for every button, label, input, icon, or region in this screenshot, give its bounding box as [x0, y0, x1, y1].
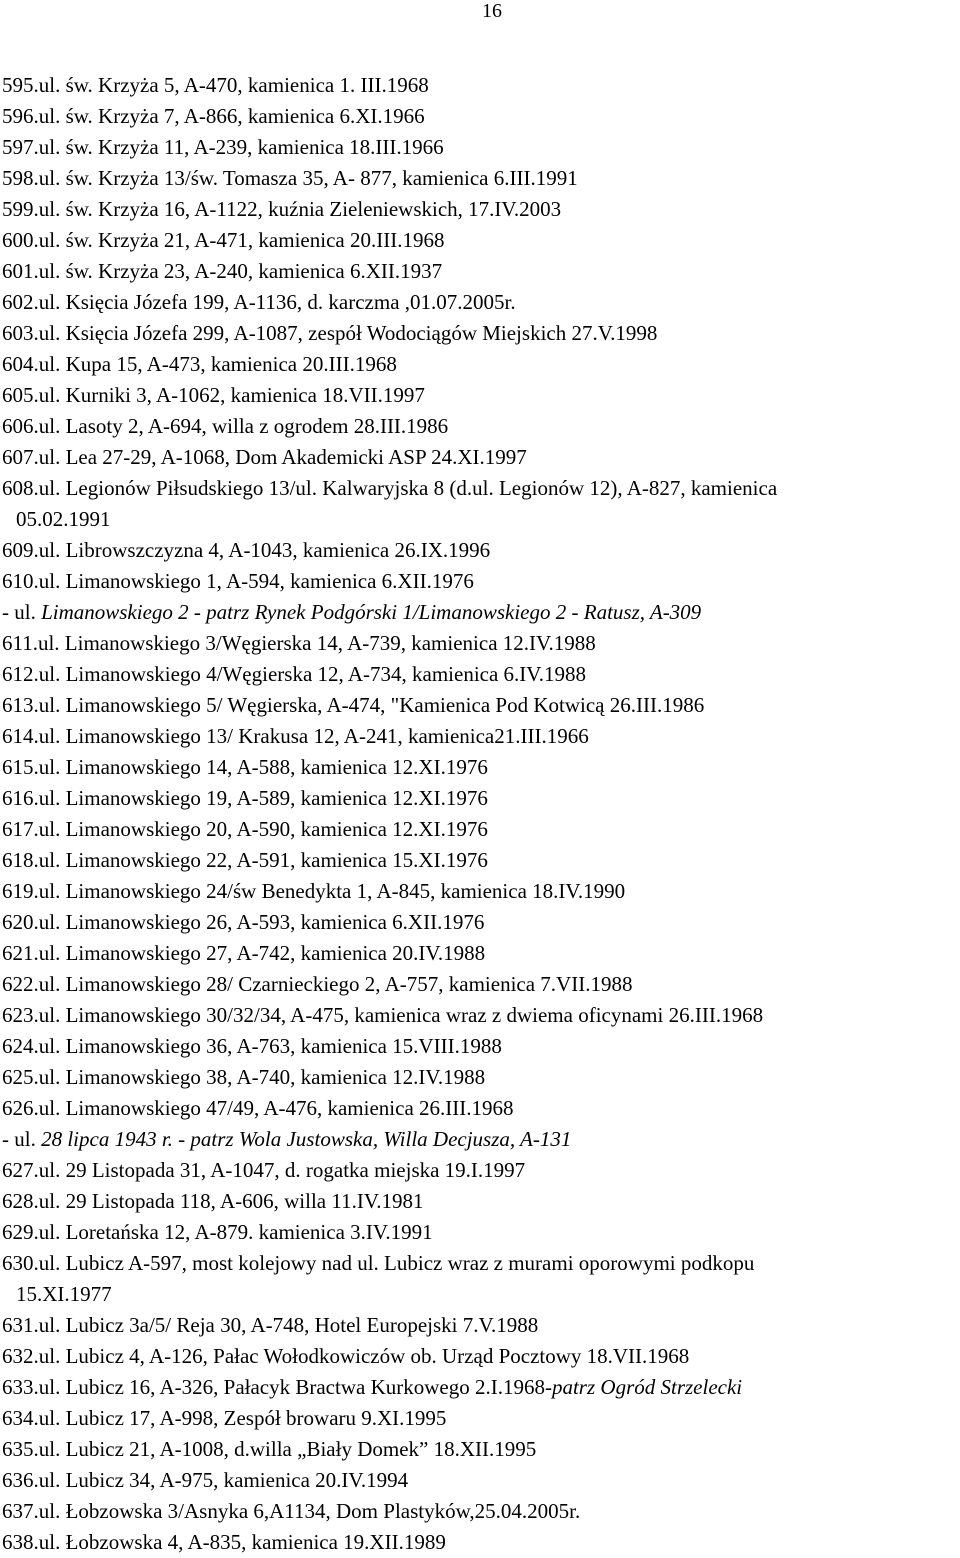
register-entry	[2, 349, 957, 380]
entry-text: 616.ul. Limanowskiego 19, A-589, kamienica 12.XI.1976	[2, 786, 488, 810]
entry-text: 628.ul. 29 Listopada 118, A-606, willa 11.IV.1981	[2, 1189, 424, 1213]
register-entry	[2, 1527, 957, 1558]
register-entry	[2, 101, 957, 132]
entry-cross-reference: 28 lipca 1943 r. - patrz Wola Justowska, Willa Decjusza, A-131	[35, 1127, 572, 1151]
entry-text: 620.ul. Limanowskiego 26, A-593, kamienica 6.XII.1976	[2, 910, 485, 934]
entry-text: 612.ul. Limanowskiego 4/Węgierska 12, A-734, kamienica 6.IV.1988	[2, 662, 587, 686]
register-entry	[2, 256, 957, 287]
entry-text: 600.ul. św. Krzyża 21, A-471, kamienica 20.III.1968	[2, 228, 445, 252]
register-entry	[2, 1186, 957, 1217]
entry-text: 595.ul. św. Krzyża 5, A-470, kamienica 1. III.1968	[2, 73, 429, 97]
register-entry	[2, 1248, 957, 1310]
register-entry	[2, 628, 957, 659]
entry-text: 596.ul. św. Krzyża 7, A-866, kamienica 6.XI.1966	[2, 104, 425, 128]
register-entry	[2, 1031, 957, 1062]
register-entry	[2, 318, 957, 349]
entry-text: 638.ul. Łobzowska 4, A-835, kamienica 19.XII.1989	[2, 1530, 446, 1554]
register-entry	[2, 845, 957, 876]
entry-text: 615.ul. Limanowskiego 14, A-588, kamienica 12.XI.1976	[2, 755, 488, 779]
entry-cross-reference: Limanowskiego 2 - patrz Rynek Podgórski 1/Limanowskiego 2 - Ratusz, A-309	[35, 600, 702, 624]
register-entry	[2, 225, 957, 256]
register-entry	[2, 411, 957, 442]
register-entry	[2, 1155, 957, 1186]
entry-text: 604.ul. Kupa 15, A-473, kamienica 20.III.1968	[2, 352, 397, 376]
register-entry	[2, 132, 957, 163]
entry-continuation: 05.02.1991	[16, 507, 111, 531]
register-entry	[2, 814, 957, 845]
entry-text: - ul.	[2, 1127, 36, 1151]
entry-text: 601.ul. św. Krzyża 23, A-240, kamienica 6.XII.1937	[2, 259, 443, 283]
entry-text: 636.ul. Lubicz 34, A-975, kamienica 20.IV.1994	[2, 1468, 409, 1492]
entry-text: 624.ul. Limanowskiego 36, A-763, kamienica 15.VIII.1988	[2, 1034, 502, 1058]
register-entry	[2, 1093, 957, 1124]
page-number: 16	[482, 0, 502, 22]
entry-text: 637.ul. Łobzowska 3/Asnyka 6,A1134, Dom Plastyków,25.04.2005r.	[2, 1499, 581, 1523]
entry-text: 597.ul. św. Krzyża 11, A-239, kamienica 18.III.1966	[2, 135, 444, 159]
register-entry	[2, 1341, 957, 1372]
entry-text: 629.ul. Loretańska 12, A-879. kamienica 3.IV.1991	[2, 1220, 433, 1244]
entry-text: 619.ul. Limanowskiego 24/św Benedykta 1, A-845, kamienica 18.IV.1990	[2, 879, 626, 903]
entry-text: 626.ul. Limanowskiego 47/49, A-476, kamienica 26.III.1968	[2, 1096, 514, 1120]
entry-text: 617.ul. Limanowskiego 20, A-590, kamienica 12.XI.1976	[2, 817, 488, 841]
entry-text: 607.ul. Lea 27-29, A-1068, Dom Akademicki ASP 24.XI.1997	[2, 445, 527, 469]
entry-text: 627.ul. 29 Listopada 31, A-1047, d. rogatka miejska 19.I.1997	[2, 1158, 526, 1182]
register-entry	[2, 938, 957, 969]
entry-text: 603.ul. Księcia Józefa 299, A-1087, zespół Wodociągów Miejskich 27.V.1998	[2, 321, 658, 345]
register-entry	[2, 907, 957, 938]
entry-text: 608.ul. Legionów Piłsudskiego 13/ul. Kalwaryjska 8 (d.ul. Legionów 12), A-827, kamienica	[2, 476, 778, 500]
entry-text: 631.ul. Lubicz 3a/5/ Reja 30, A-748, Hotel Europejski 7.V.1988	[2, 1313, 539, 1337]
register-entry	[2, 566, 957, 597]
entry-text: 625.ul. Limanowskiego 38, A-740, kamienica 12.IV.1988	[2, 1065, 486, 1089]
register-entry	[2, 473, 957, 535]
register-entry	[2, 380, 957, 411]
register-entry	[2, 1465, 957, 1496]
entry-text: - ul.	[2, 600, 36, 624]
register-entry	[2, 287, 957, 318]
entry-continuation: 15.XI.1977	[16, 1282, 112, 1306]
register-entry	[2, 194, 957, 225]
register-entry	[2, 1496, 957, 1527]
entry-text: 599.ul. św. Krzyża 16, A-1122, kuźnia Zieleniewskich, 17.IV.2003	[2, 197, 562, 221]
register-entry	[2, 1434, 957, 1465]
entry-text: 605.ul. Kurniki 3, A-1062, kamienica 18.VII.1997	[2, 383, 425, 407]
entry-text: 633.ul. Lubicz 16, A-326, Pałacyk Bractwa Kurkowego 2.I.1968-	[2, 1375, 552, 1399]
entry-text: 618.ul. Limanowskiego 22, A-591, kamienica 15.XI.1976	[2, 848, 488, 872]
register-entry	[2, 163, 957, 194]
entry-text: 634.ul. Lubicz 17, A-998, Zespół browaru 9.XI.1995	[2, 1406, 447, 1430]
register-entry	[2, 70, 957, 101]
entry-text: 621.ul. Limanowskiego 27, A-742, kamienica 20.IV.1988	[2, 941, 486, 965]
register-entry	[2, 1217, 957, 1248]
entry-text: 610.ul. Limanowskiego 1, A-594, kamienica 6.XII.1976	[2, 569, 474, 593]
entry-text: 598.ul. św. Krzyża 13/św. Tomasza 35, A- 877, kamienica 6.III.1991	[2, 166, 578, 190]
entry-text: 611.ul. Limanowskiego 3/Węgierska 14, A-739, kamienica 12.IV.1988	[2, 631, 596, 655]
entry-text: 635.ul. Lubicz 21, A-1008, d.willa „Biały Domek” 18.XII.1995	[2, 1437, 537, 1461]
entry-text: 609.ul. Librowszczyzna 4, A-1043, kamienica 26.IX.1996	[2, 538, 491, 562]
register-entry	[2, 721, 957, 752]
register-entry	[2, 1124, 957, 1155]
entry-text: 614.ul. Limanowskiego 13/ Krakusa 12, A-241, kamienica21.III.1966	[2, 724, 589, 748]
entry-text: 602.ul. Księcia Józefa 199, A-1136, d. karczma ,01.07.2005r.	[2, 290, 516, 314]
register-entry	[2, 876, 957, 907]
register-entry	[2, 752, 957, 783]
register-entry	[2, 1372, 957, 1403]
register-entry	[2, 442, 957, 473]
register-entry	[2, 969, 957, 1000]
entry-text: 630.ul. Lubicz A-597, most kolejowy nad ul. Lubicz wraz z murami oporowymi podkopu	[2, 1251, 755, 1275]
register-entry	[2, 1062, 957, 1093]
entry-text: 623.ul. Limanowskiego 30/32/34, A-475, kamienica wraz z dwiema oficynami 26.III.1968	[2, 1003, 764, 1027]
register-entry	[2, 597, 957, 628]
register-entry	[2, 535, 957, 566]
entry-cross-reference: patrz Ogród Strzelecki	[551, 1375, 743, 1399]
entry-text: 606.ul. Lasoty 2, A-694, willa z ogrodem 28.III.1986	[2, 414, 449, 438]
entry-text: 622.ul. Limanowskiego 28/ Czarnieckiego 2, A-757, kamienica 7.VII.1988	[2, 972, 633, 996]
register-entry-list	[2, 70, 957, 1558]
register-entry	[2, 1403, 957, 1434]
entry-text: 613.ul. Limanowskiego 5/ Węgierska, A-474, "Kamienica Pod Kotwicą 26.III.1986	[2, 693, 705, 717]
register-entry	[2, 1000, 957, 1031]
register-entry	[2, 1310, 957, 1341]
register-entry	[2, 783, 957, 814]
entry-text: 632.ul. Lubicz 4, A-126, Pałac Wołodkowiczów ob. Urząd Pocztowy 18.VII.1968	[2, 1344, 690, 1368]
register-entry	[2, 659, 957, 690]
register-entry	[2, 690, 957, 721]
